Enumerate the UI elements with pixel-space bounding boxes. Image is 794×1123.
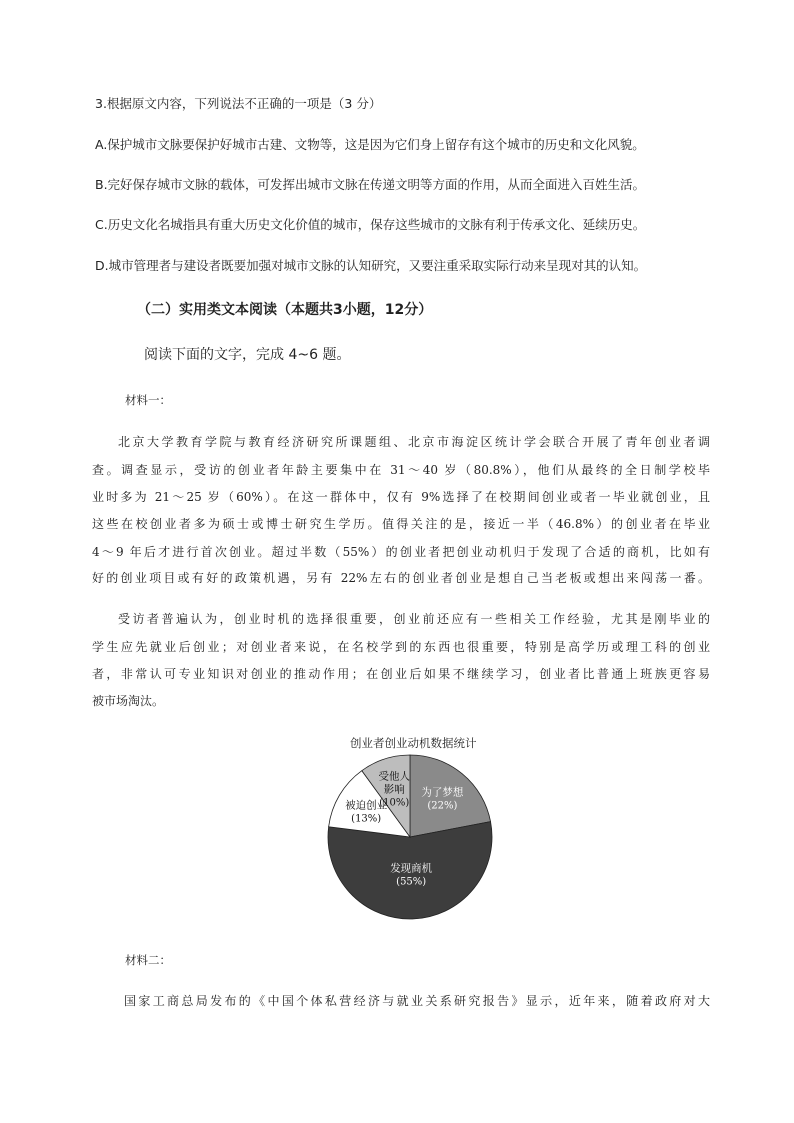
paragraph-line: 学生应先就业后创业；对创业者来说，在名校学到的东西也很重要，特别是高学历或理工科的创业 <box>92 640 710 654</box>
option-d: D.城市管理者与建设者既要加强对城市文脉的认知研究，又要注重采取实际行动来呈现对其的认知。 <box>95 258 647 273</box>
option-b: B.完好保存城市文脉的载体，可发挥出城市文脉在传递文明等方面的作用，从而全面进入百姓生活。 <box>95 177 646 192</box>
paragraph-line: 4～9 年后才进行首次创业。超过半数（55%）的创业者把创业动机归于发现了合适的商机，比如有 <box>92 545 710 559</box>
option-c: C.历史文化名城指具有重大历史文化价值的城市，保存这些城市的文脉有利于传承文化、延续历史。 <box>95 217 646 232</box>
material2-line: 国家工商总局发布的《中国个体私营经济与就业关系研究报告》显示，近年来，随着政府对大 <box>124 994 710 1008</box>
slice-percent-label: (55%) <box>396 876 427 888</box>
paragraph-line: 业时多为 21～25 岁（60%）。在这一群体中，仅有 9%选择了在校期间创业或者一毕业就创业，且 <box>92 490 710 504</box>
section-intro: 阅读下面的文字，完成 4~6 题。 <box>144 347 351 363</box>
material1-label: 材料一： <box>125 393 171 407</box>
paragraph-line: 好的创业项目或有好的政策机遇，另有 22%左右的创业者创业是想自己当老板或想出来闯荡一番。 <box>92 571 710 585</box>
paragraph-line: 被市场淘汰。 <box>92 694 165 708</box>
chart-title: 创业者创业动机数据统计 <box>350 736 477 750</box>
slice-name-label: 受他人 <box>378 770 411 783</box>
paragraph-line: 受访者普遍认为，创业时机的选择很重要，创业前还应有一些相关工作经验，尤其是刚毕业的 <box>118 612 710 626</box>
paragraph-line: 这些在校创业者多为硕士或博士研究生学历。值得关注的是，接近一半（46.8%）的创业者在毕业 <box>92 517 710 531</box>
paragraph-line: 北京大学教育学院与教育经济研究所课题组、北京市海淀区统计学会联合开展了青年创业者调 <box>118 435 710 449</box>
slice-name-label: 影响 <box>383 783 405 796</box>
slice-percent-label: (10%) <box>379 797 410 809</box>
option-a: A.保护城市文脉要保护好城市古建、文物等，这是因为它们身上留存有这个城市的历史和文化风貌。 <box>95 137 645 152</box>
question-stem: 3.根据原文内容，下列说法不正确的一项是（3 分） <box>95 96 382 111</box>
material2-label: 材料二： <box>125 953 171 967</box>
slice-name-label: 发现商机 <box>390 862 433 875</box>
slice-percent-label: (22%) <box>427 800 458 812</box>
paragraph-line: 者，非常认可专业知识对创业的推动作用；在创业后如果不继续学习，创业者比普通上班族更容易 <box>92 667 710 681</box>
paragraph-line: 查。调查显示，受访的创业者年龄主要集中在 31～40 岁（80.8%），他们从最终的全日制学校毕 <box>92 463 710 477</box>
slice-name-label: 为了梦想 <box>421 786 464 799</box>
motivation-pie-chart <box>325 752 495 922</box>
section-title: （二）实用类文本阅读（本题共3小题，12分） <box>137 302 433 318</box>
slice-name-label: 被迫创业 <box>345 799 388 812</box>
slice-percent-label: (13%) <box>351 813 382 825</box>
